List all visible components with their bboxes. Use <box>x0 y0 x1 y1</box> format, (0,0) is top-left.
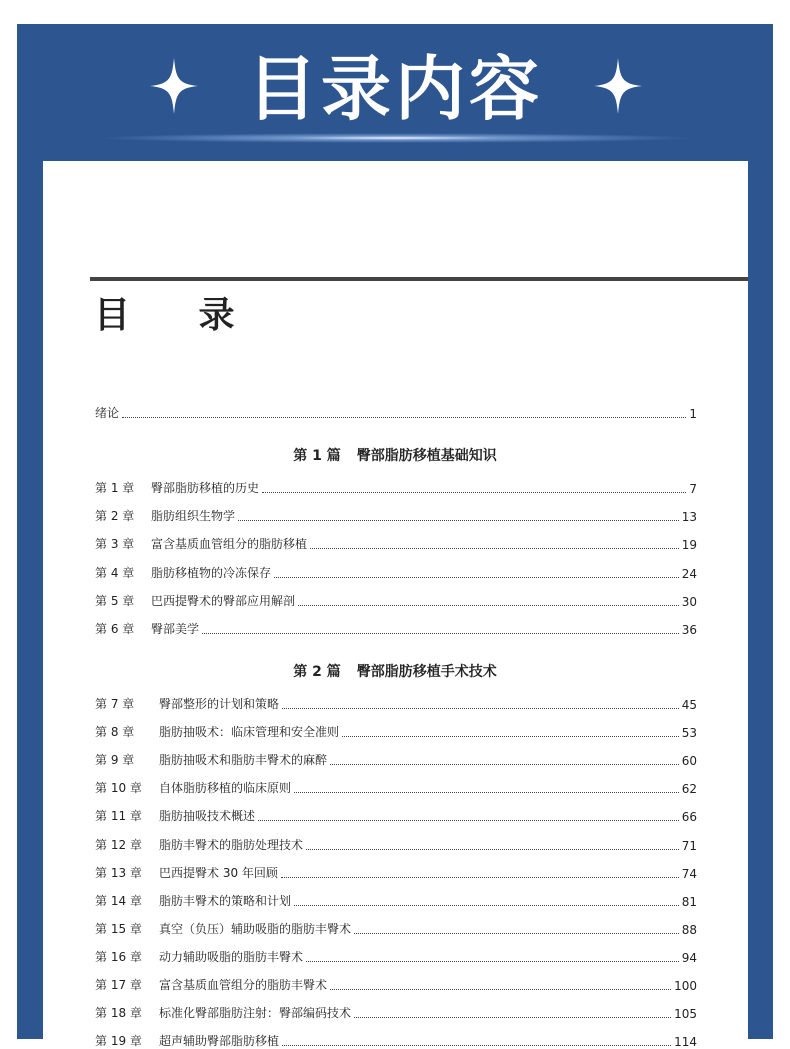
chapter-title: 臀部脂肪移植的历史 <box>151 481 260 495</box>
toc-entry[interactable] <box>95 593 697 609</box>
heading-rule <box>90 277 748 281</box>
toc-entry[interactable] <box>95 480 697 496</box>
dot-leader <box>306 848 679 850</box>
chapter-page: 71 <box>681 838 697 853</box>
chapter-page: 94 <box>681 950 697 965</box>
dot-leader <box>122 416 686 418</box>
chapter-title: 脂肪抽吸术：临床管理和安全准则 <box>159 725 340 740</box>
chapter-number: 第 4 章 <box>95 565 135 580</box>
chapter-title: 脂肪丰臀术的策略和计划 <box>159 893 292 908</box>
chapter-number: 第 5 章 <box>95 593 135 608</box>
toc-entry[interactable] <box>95 752 697 768</box>
chapter-title: 脂肪抽吸技术概述 <box>159 809 256 824</box>
chapter-title: 真空（负压）辅助吸脂的脂肪丰臀术 <box>159 921 352 936</box>
page-title: 目 录 <box>94 294 263 336</box>
chapter-number: 第 17 章 <box>95 978 142 992</box>
chapter-title: 巴西提臀术 30 年回顾 <box>159 865 278 880</box>
dot-leader <box>262 491 686 493</box>
toc-entry[interactable] <box>95 536 697 552</box>
chapter-page: 19 <box>681 538 697 553</box>
toc-entry[interactable] <box>95 949 697 965</box>
part-label: 第 2 篇 <box>293 664 341 680</box>
chapter-page: 88 <box>681 922 697 937</box>
chapter-page: 62 <box>681 782 697 797</box>
chapter-title: 臀部美学 <box>151 622 200 636</box>
chapter-number: 第 2 章 <box>95 509 135 524</box>
chapter-number: 第 3 章 <box>95 537 135 552</box>
chapter-number: 第 7 章 <box>95 697 135 711</box>
chapter-page: 105 <box>674 1007 697 1022</box>
toc-entry[interactable] <box>95 1005 697 1021</box>
chapter-title: 脂肪抽吸术和脂肪丰臀术的麻醉 <box>159 753 328 768</box>
toc-entry[interactable] <box>95 977 697 993</box>
dot-leader <box>202 632 679 634</box>
dot-leader <box>330 988 671 990</box>
part-heading <box>0 661 790 681</box>
chapter-title: 脂肪移植物的冷冻保存 <box>151 565 272 580</box>
dot-leader <box>342 735 679 737</box>
chapter-number: 第 6 章 <box>95 622 135 636</box>
dot-leader <box>298 604 679 606</box>
chapter-page: 114 <box>674 1035 697 1049</box>
dot-leader <box>282 1044 671 1046</box>
toc-entry[interactable] <box>95 508 697 524</box>
chapter-number: 第 8 章 <box>95 725 135 740</box>
dot-leader <box>354 1016 671 1018</box>
chapter-page: 66 <box>681 810 697 825</box>
chapter-title: 动力辅助吸脂的脂肪丰臀术 <box>159 949 304 964</box>
chapter-title: 标准化臀部脂肪注射：臀部编码技术 <box>159 1006 352 1021</box>
chapter-number: 第 19 章 <box>95 1034 142 1049</box>
chapter-page: 74 <box>681 866 697 881</box>
dot-leader <box>282 707 679 709</box>
chapter-number: 第 14 章 <box>95 893 142 908</box>
chapter-title: 脂肪丰臀术的脂肪处理技术 <box>159 837 304 852</box>
chapter-title: 脂肪组织生物学 <box>151 509 236 524</box>
toc-entry[interactable] <box>95 724 697 740</box>
chapter-title: 巴西提臀术的臀部应用解剖 <box>151 593 296 608</box>
toc-entry[interactable] <box>95 621 697 637</box>
dot-leader <box>330 763 679 765</box>
toc-entry[interactable] <box>95 696 697 712</box>
chapter-number: 第 15 章 <box>95 921 142 936</box>
dot-leader <box>354 932 679 934</box>
chapter-page: 36 <box>681 623 697 637</box>
chapter-number: 第 12 章 <box>95 837 142 852</box>
chapter-title: 自体脂肪移植的临床原则 <box>159 781 292 796</box>
toc-entry[interactable] <box>95 565 697 581</box>
part-label: 第 1 篇 <box>293 448 341 464</box>
chapter-page: 81 <box>681 894 697 909</box>
chapter-number: 第 11 章 <box>95 809 142 824</box>
toc-entry[interactable] <box>95 808 697 824</box>
chapter-title: 富含基质血管组分的脂肪丰臀术 <box>159 978 328 992</box>
chapter-number: 第 9 章 <box>95 753 135 768</box>
dot-leader <box>258 819 679 821</box>
toc-entry[interactable] <box>95 893 697 909</box>
chapter-page: 30 <box>681 594 697 609</box>
chapter-title: 富含基质血管组分的脂肪移植 <box>151 537 308 552</box>
toc-entry[interactable] <box>95 921 697 937</box>
part-heading <box>0 445 790 465</box>
chapter-page: 13 <box>681 510 697 525</box>
chapter-number: 第 13 章 <box>95 865 142 880</box>
banner-title: 目录内容 <box>247 48 543 130</box>
dot-leader <box>294 791 679 793</box>
toc-entry[interactable] <box>95 865 697 881</box>
chapter-title: 臀部整形的计划和策略 <box>159 697 280 711</box>
toc-entry-title: 绪论 <box>95 406 120 420</box>
chapter-page: 24 <box>681 566 697 581</box>
dot-leader <box>306 960 679 962</box>
chapter-page: 53 <box>681 726 697 741</box>
dot-leader <box>294 904 679 906</box>
dot-leader <box>238 519 679 521</box>
part-title: 臀部脂肪移植基础知识 <box>356 448 497 464</box>
toc-entry[interactable] <box>95 837 697 853</box>
chapter-page: 100 <box>674 979 697 993</box>
chapter-title: 超声辅助臀部脂肪移植 <box>159 1034 280 1049</box>
chapter-number: 第 16 章 <box>95 949 142 964</box>
dot-leader <box>310 547 679 549</box>
chapter-number: 第 18 章 <box>95 1006 142 1021</box>
toc-entry-intro[interactable] <box>95 405 697 421</box>
chapter-page: 60 <box>681 754 697 769</box>
toc-entry[interactable] <box>95 780 697 796</box>
toc-entry[interactable] <box>95 1033 697 1049</box>
chapter-page: 45 <box>681 698 697 712</box>
dot-leader <box>281 876 679 878</box>
dot-leader <box>274 576 679 578</box>
chapter-page: 7 <box>689 482 697 496</box>
chapter-number: 第 10 章 <box>95 781 142 796</box>
toc-entry-page: 1 <box>689 407 697 421</box>
part-title: 臀部脂肪移植手术技术 <box>356 664 497 680</box>
light-glow <box>95 133 695 143</box>
chapter-number: 第 1 章 <box>95 481 135 495</box>
sparkle-icon <box>594 58 642 114</box>
